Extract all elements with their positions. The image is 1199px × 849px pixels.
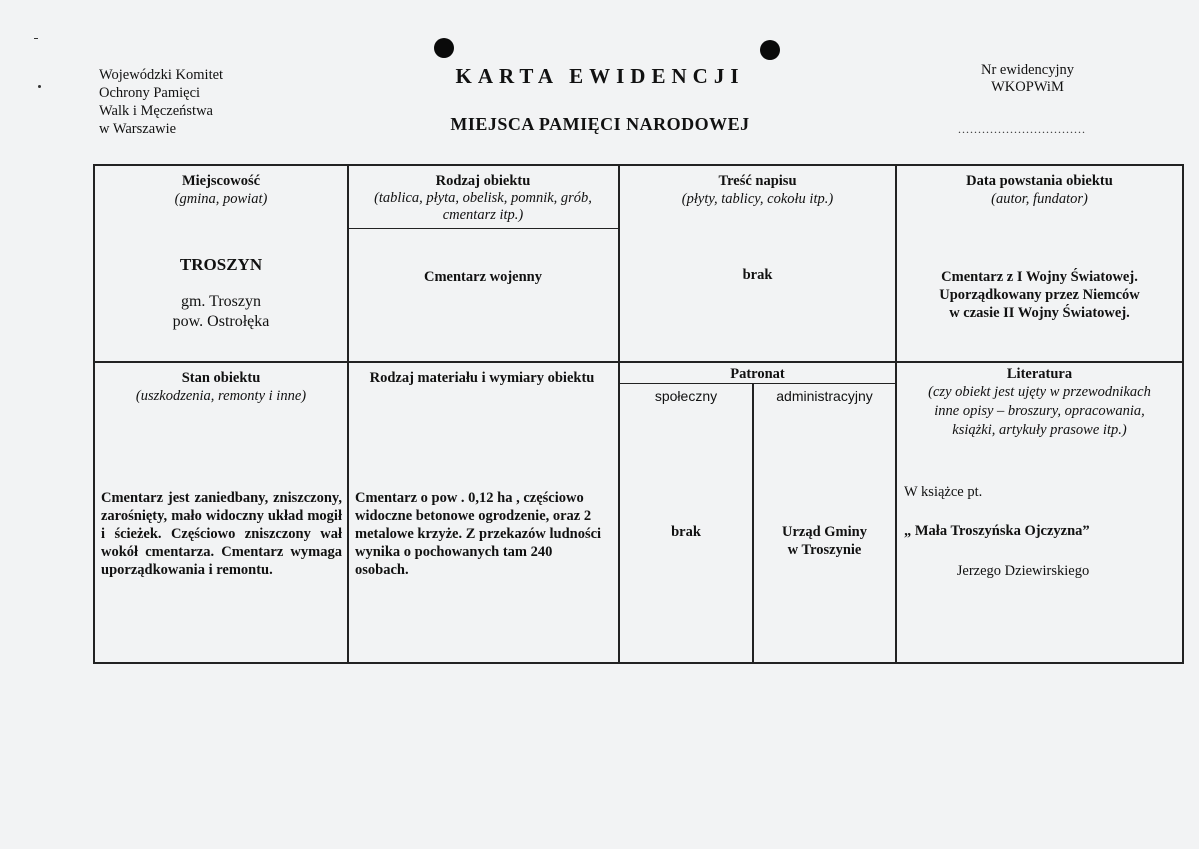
rodzaj-header-divider <box>347 228 619 229</box>
registry-number-field: ................................ <box>958 122 1086 136</box>
data-subheading: (autor, fundator) <box>991 191 1088 207</box>
registry-number-label-line: Nr ewidencyjny <box>980 62 1074 78</box>
rodzaj-header <box>350 172 616 224</box>
data-header <box>898 172 1181 208</box>
document-title: KARTA EWIDENCJI <box>455 64 745 88</box>
registry-number-label <box>945 62 1110 96</box>
org-line: Walk i Męczeństwa <box>99 103 213 119</box>
literatura-intro: W książce pt. <box>904 484 983 500</box>
tresc-subheading: (płyty, tablicy, cokołu itp.) <box>681 191 834 207</box>
literatura-heading: Literatura <box>1006 366 1073 382</box>
stray-mark <box>38 85 41 88</box>
data-value <box>898 268 1181 322</box>
table-border-bottom <box>93 662 1183 664</box>
table-column-divider <box>895 164 897 664</box>
place-name: TROSZYN <box>179 255 263 274</box>
literatura-book-title: „ Mała Troszyńska Ojczyzna” <box>904 523 1090 539</box>
patronat-spoleczny-value: brak <box>671 524 701 540</box>
tresc-header <box>621 172 894 208</box>
table-border-left <box>93 164 95 664</box>
table-column-divider <box>347 164 349 664</box>
patronat-heading: Patronat <box>730 366 785 382</box>
table-border-right <box>1182 164 1184 664</box>
miejscowosc-value <box>96 256 346 332</box>
table-border-top <box>93 164 1183 166</box>
powiat-value: pow. Ostrołęka <box>172 313 270 330</box>
literatura-header <box>898 365 1181 440</box>
patronat-administracyjny-value-line: w Troszynie <box>787 542 862 558</box>
miejscowosc-header <box>96 172 346 208</box>
rodzaj-heading: Rodzaj obiektu <box>435 173 531 189</box>
data-value-line: w czasie II Wojny Światowej. <box>949 305 1130 321</box>
patronat-administracyjny-value-line: Urząd Gminy <box>782 524 867 540</box>
table-column-divider <box>618 164 620 664</box>
data-value-line: Uporządkowany przez Niemców <box>939 287 1140 303</box>
data-heading: Data powstania obiektu <box>966 173 1113 189</box>
stan-header <box>96 369 346 405</box>
stan-subheading: (uszkodzenia, remonty i inne) <box>135 388 307 404</box>
patronat-administracyjny-label: administracyjny <box>776 388 873 404</box>
patronat-spoleczny-label: społeczny <box>654 388 718 404</box>
document-subtitle: MIEJSCA PAMIĘCI NARODOWEJ <box>450 114 750 134</box>
stan-heading: Stan obiektu <box>181 370 261 386</box>
data-value-line: Cmentarz z I Wojny Światowej. <box>941 269 1138 285</box>
org-line: w Warszawie <box>99 121 177 137</box>
tresc-value: brak <box>742 267 773 283</box>
stan-value: Cmentarz jest zaniedbany, zniszczony, zarośnięty, mało widoczny układ mogił i ścieżek. Częściowo zniszczony wał wokół cmentarza. Cmentarz wymaga uporządkowania i remontu. <box>101 490 342 578</box>
tresc-heading: Treść napisu <box>718 173 797 189</box>
material-heading: Rodzaj materiału i wymiary obiektu <box>369 370 595 386</box>
organization-name <box>99 66 223 138</box>
punch-hole-right <box>760 40 780 60</box>
org-line: Ochrony Pamięci <box>99 85 201 101</box>
rodzaj-subheading: (tablica, płyta, obelisk, pomnik, grób, cmentarz itp.) <box>374 190 592 223</box>
patronat-administracyjny-value <box>755 523 894 559</box>
patronat-column-divider <box>752 383 754 663</box>
org-line: Wojewódzki Komitet <box>99 67 224 83</box>
stray-mark <box>34 38 38 39</box>
literatura-author: Jerzego Dziewirskiego <box>956 563 1090 579</box>
miejscowosc-heading: Miejscowość <box>181 173 261 189</box>
literatura-subheading: (czy obiekt jest ujęty w przewodnikach inne opisy – broszury, opracowania, książki, artykuły prasowe itp.) <box>928 384 1151 438</box>
miejscowosc-subheading: (gmina, powiat) <box>174 191 268 207</box>
punch-hole-left <box>434 38 454 58</box>
gmina-value: gm. Troszyn <box>180 293 262 310</box>
rodzaj-value: Cmentarz wojenny <box>424 269 542 285</box>
material-value: Cmentarz o pow . 0,12 ha , częściowo widoczne betonowe ogrodzenie, oraz 2 metalowe krzyże. Z przekazów ludności wynika o pochowanych tam 240 osobach. <box>355 490 602 578</box>
registry-number-label-line: WKOPWiM <box>991 79 1064 95</box>
patronat-header-divider <box>618 383 896 384</box>
table-row-divider <box>93 361 1183 363</box>
